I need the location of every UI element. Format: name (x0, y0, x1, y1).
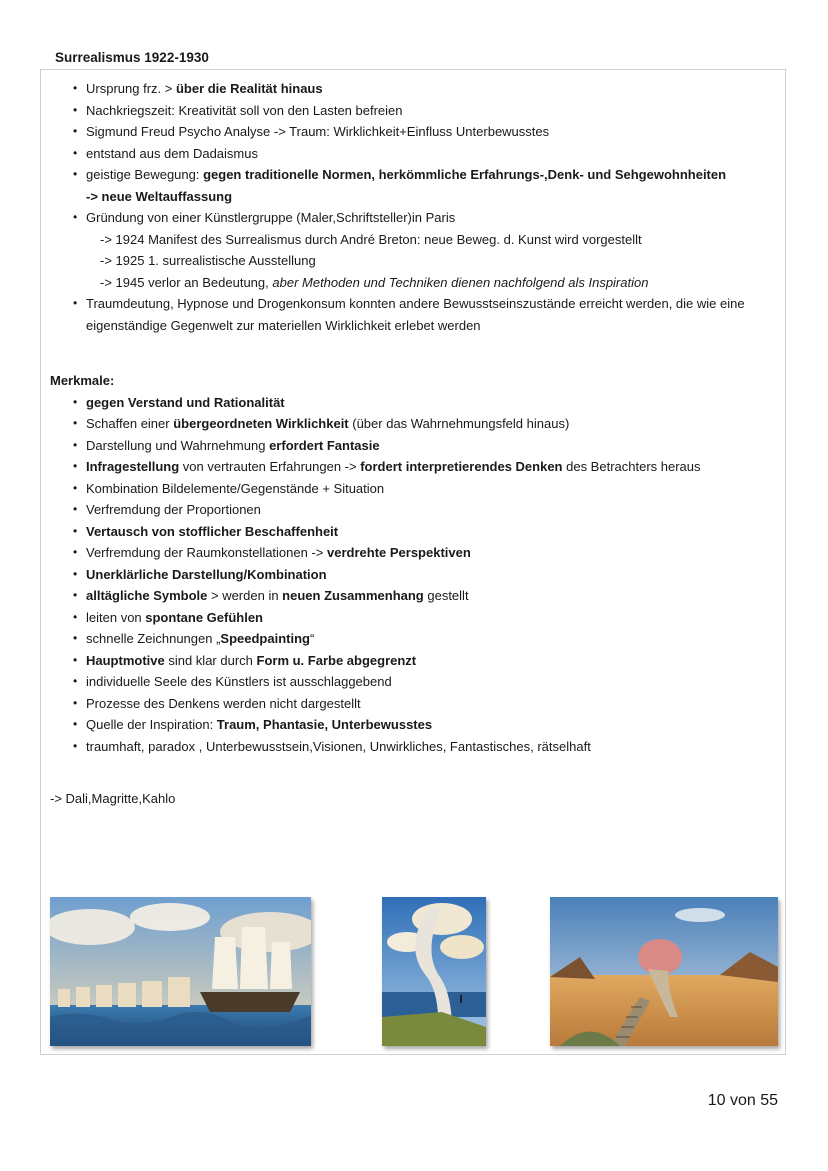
text-run: “ (309, 631, 315, 646)
text-run: sind klar durch (164, 652, 257, 668)
painting-ships-arches (50, 897, 311, 1046)
italic-text: aber Methoden und Techniken dienen nachfolgend als Inspiration (268, 274, 649, 290)
merkmal-item (50, 564, 790, 586)
merkmal-item (50, 628, 790, 650)
merkmal-item (50, 607, 790, 629)
text-run: leiten von (86, 609, 146, 625)
emphasis-text: Form u. Farbe abgegrenzt (256, 652, 417, 668)
merkmal-item (50, 456, 790, 478)
content-body (50, 78, 790, 757)
emphasis-text: Infragestellung (86, 459, 180, 474)
text-run: traumhaft, paradox , Unterbewusstsein,Visionen, Unwirkliches, Fantastisches, rätselhaft (86, 738, 591, 754)
emphasis-text: fordert interpretierendes Denken (360, 459, 563, 474)
text-run: schnelle Zeichnungen „ (86, 631, 221, 646)
text-run: gestellt (423, 588, 469, 603)
list-item (50, 78, 790, 100)
merkmal-item (50, 693, 790, 715)
text-run: -> 1924 Manifest des Surrealismus durch André Breton: neue Beweg. d. Kunst wird vorgestellt (100, 231, 642, 247)
painting-sky-path (382, 897, 486, 1046)
merkmal-item (50, 714, 790, 736)
text-run: Darstellung und Wahrnehmung (86, 437, 270, 453)
sub-item (86, 229, 790, 251)
list-item (50, 100, 790, 122)
text-run: -> 1925 1. surrealistische Ausstellung (100, 253, 316, 268)
emphasis-text: Hauptmotive (86, 652, 165, 668)
text-run: von vertrauten Erfahrungen -> (179, 459, 361, 474)
text-run: Verfremdung der Proportionen (86, 502, 261, 517)
merkmal-item (50, 736, 790, 758)
list-item (50, 207, 790, 293)
text-run: -> 1945 verlor an Bedeutung, (100, 274, 269, 290)
merkmale-list (50, 392, 790, 758)
intro-list (50, 78, 790, 336)
list-item (50, 164, 790, 207)
emphasis-text: Vertausch von stofflicher Beschaffenheit (86, 523, 339, 539)
painting-desert-brain (550, 897, 778, 1046)
page-number: 10 von 55 (707, 1092, 778, 1109)
text-run: > werden in (207, 588, 283, 603)
merkmal-item (50, 542, 790, 564)
merkmal-item (50, 392, 790, 414)
emphasis-text: verdrehte Perspektiven (327, 545, 471, 560)
list-item (50, 293, 790, 336)
emphasis-text: erfordert Fantasie (269, 437, 380, 453)
merkmal-item (50, 478, 790, 500)
sub-item (86, 250, 790, 272)
text-run: Traumdeutung, Hypnose und Drogenkonsum konnten andere Bewusstseinszustände erreicht werden, die wie eine eigenständige Gegenwelt zur materiellen Wirklichkeit erlebet werden (86, 296, 745, 333)
emphasis-text: gegen Verstand und Rationalität (86, 394, 285, 410)
text-run: (über das Wahrnehmungsfeld hinaus) (348, 416, 570, 431)
page-title: Surrealismus 1922-1930 (55, 50, 209, 65)
emphasis-text: spontane Gefühlen (145, 609, 263, 625)
list-item (50, 143, 790, 165)
merkmal-item (50, 499, 790, 521)
emphasis-text: Traum, Phantasie, Unterbewusstes (216, 717, 433, 732)
text-run: Sigmund Freud Psycho Analyse -> Traum: Wirklichkeit+Einfluss Unterbewusstes (86, 124, 550, 139)
emphasis-text: über die Realität hinaus (175, 81, 323, 96)
text-run: individuelle Seele des Künstlers ist ausschlaggebend (86, 674, 392, 689)
text-run: Ursprung frz. > (86, 81, 176, 96)
emphasis-text: gegen traditionelle Normen, herkömmliche Erfahrungs-,Denk- und Sehgewohnheiten (203, 167, 727, 182)
text-run: Prozesse des Denkens werden nicht dargestellt (86, 695, 361, 711)
text-run: Quelle der Inspiration: (86, 717, 217, 732)
weltauffassung-line (86, 186, 790, 208)
merkmale-heading: Merkmale: (50, 373, 115, 388)
text-run: Nachkriegszeit: Kreativität soll von den Lasten befreien (86, 102, 403, 118)
text-run: des Betrachters heraus (562, 459, 701, 474)
merkmal-item (50, 521, 790, 543)
text-run: Gründung von einer Künstlergruppe (Maler,Schriftsteller)in Paris (86, 210, 456, 225)
emphasis-text: alltägliche Symbole (86, 588, 208, 603)
emphasis-text: übergeordneten Wirklichkeit (173, 416, 349, 431)
artists-line: -> Dali,Magritte,Kahlo (50, 791, 176, 806)
merkmal-item (50, 650, 790, 672)
list-item (50, 121, 790, 143)
emphasis-text: -> neue Weltauffassung (86, 188, 233, 204)
text-run: Verfremdung der Raumkonstellationen -> (86, 545, 327, 560)
text-run: geistige Bewegung: (86, 167, 204, 182)
emphasis-text: Unerklärliche Darstellung/Kombination (86, 566, 327, 582)
emphasis-text: neuen Zusammenhang (282, 588, 424, 603)
merkmal-item (50, 585, 790, 607)
merkmal-item (50, 413, 790, 435)
merkmal-item (50, 671, 790, 693)
text-run: entstand aus dem Dadaismus (86, 145, 258, 161)
text-run: Kombination Bildelemente/Gegenstände + Situation (86, 480, 385, 496)
merkmal-item (50, 435, 790, 457)
emphasis-text: Speedpainting (220, 631, 310, 646)
text-run: Schaffen einer (86, 416, 174, 431)
sub-item (86, 272, 790, 294)
